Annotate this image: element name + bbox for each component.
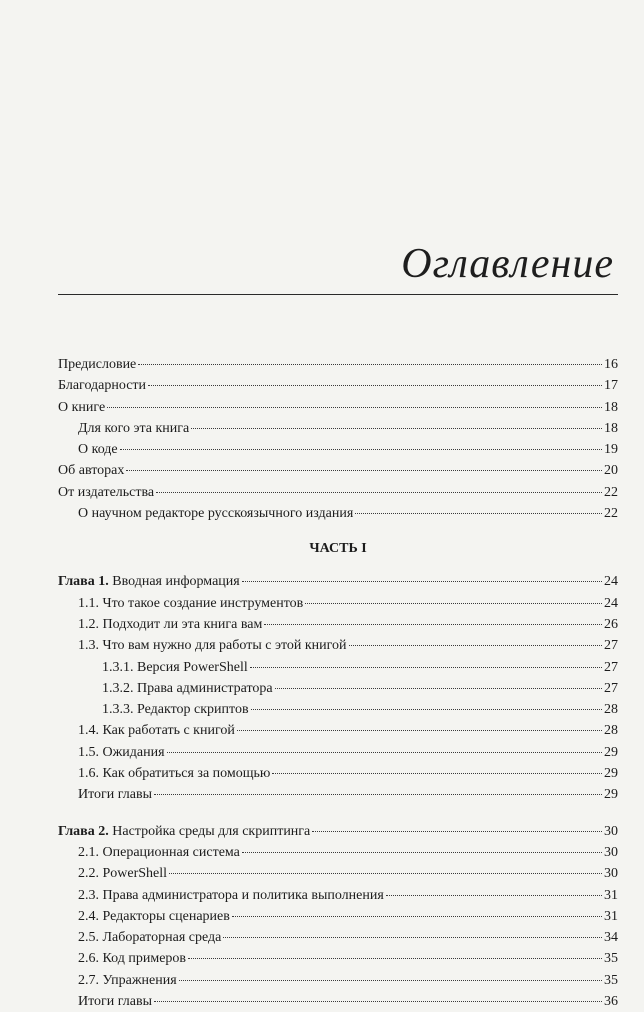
toc-entry-title: Итоги главы (78, 994, 153, 1010)
toc-entry-title: 2.5. Лабораторная среда (78, 930, 222, 946)
page-title: Оглавление (401, 241, 614, 287)
toc-entry[interactable] (58, 418, 618, 439)
toc-entry[interactable] (58, 948, 618, 969)
page-number: 24 (604, 574, 618, 590)
page-number: 22 (604, 506, 618, 522)
page-number: 27 (604, 680, 618, 696)
leader-dots (188, 958, 602, 959)
toc-entry-title: Об авторах (58, 463, 125, 479)
page-number: 26 (604, 616, 618, 632)
chapter-2-section (58, 821, 618, 1012)
page-number: 24 (604, 595, 618, 611)
toc-entry[interactable] (58, 354, 618, 375)
chapter-2-name: Настройка среды для скриптинга (112, 823, 311, 839)
page-number: 20 (604, 463, 618, 479)
toc-entry[interactable] (58, 397, 618, 418)
toc-entry-title: 2.4. Редакторы сценариев (78, 908, 230, 924)
leader-dots (169, 873, 602, 874)
page-number: 28 (604, 702, 618, 718)
toc-entry-title: 1.4. Как работать с книгой (78, 723, 235, 739)
toc-entry-title: Благодарности (58, 378, 147, 394)
chapter-1-entry[interactable] (58, 571, 618, 592)
page-number: 28 (604, 723, 618, 739)
toc-entry-title: 1.6. Как обратиться за помощью (78, 766, 271, 782)
chapter-1-title (58, 571, 240, 592)
toc-entry[interactable] (58, 375, 618, 396)
leader-dots (120, 449, 602, 450)
chapter-1-section (58, 571, 618, 805)
toc-entry-title: Для кого эта книга (78, 420, 190, 436)
leader-dots (264, 624, 602, 625)
toc-entry[interactable] (58, 635, 618, 656)
toc-entry[interactable] (58, 678, 618, 699)
page-number: 31 (604, 887, 618, 903)
toc-entry-title: 1.2. Подходит ли эта книга вам (78, 616, 263, 632)
page-number: 34 (604, 930, 618, 946)
toc-entry-title: О книге (58, 399, 106, 415)
page-number: 27 (604, 659, 618, 675)
page-number: 30 (604, 866, 618, 882)
toc-entry-title: 2.2. PowerShell (78, 866, 168, 882)
leader-dots (223, 937, 602, 938)
leader-dots (154, 1001, 602, 1002)
toc-entry-title: 1.1. Что такое создание инструментов (78, 595, 304, 611)
toc-entry[interactable] (58, 970, 618, 991)
toc-entry-title: О научном редакторе русскоязычного издания (78, 506, 354, 522)
toc-entry-title: Предисловие (58, 357, 137, 372)
leader-dots (126, 470, 602, 471)
toc-entry-title: Итоги главы (78, 787, 153, 803)
leader-dots (242, 581, 602, 582)
page-number: 31 (604, 908, 618, 924)
page-number: 27 (604, 638, 618, 654)
toc-entry[interactable] (58, 439, 618, 460)
toc-entry[interactable] (58, 742, 618, 763)
toc-entry[interactable] (58, 720, 618, 741)
leader-dots (148, 385, 602, 386)
leader-dots (232, 916, 602, 917)
leader-dots (275, 688, 602, 689)
leader-dots (156, 492, 602, 493)
toc-entry[interactable] (58, 593, 618, 614)
leader-dots (312, 831, 602, 832)
toc-entry-title: 2.1. Операционная система (78, 844, 240, 860)
page-number: 18 (604, 420, 618, 436)
page-number: 17 (604, 378, 618, 394)
chapter-2-items (58, 842, 618, 1012)
page-number: 35 (604, 951, 618, 967)
leader-dots (154, 794, 602, 795)
toc-entry[interactable] (58, 927, 618, 948)
chapter-2-entry[interactable] (58, 821, 618, 842)
leader-dots (305, 603, 602, 604)
leader-dots (386, 895, 602, 896)
chapter-1-name: Вводная информация (112, 574, 240, 590)
toc-entry[interactable] (58, 906, 618, 927)
toc-entry[interactable] (58, 482, 618, 503)
leader-dots (138, 364, 602, 365)
page-number: 16 (604, 357, 618, 372)
toc-entry[interactable] (58, 460, 618, 481)
toc-entry-title: 2.6. Код примеров (78, 951, 187, 967)
toc-entry[interactable] (58, 699, 618, 720)
toc-entry[interactable] (58, 842, 618, 863)
page-number: 22 (604, 484, 618, 500)
leader-dots (272, 773, 602, 774)
toc-entry-title: 1.3. Что вам нужно для работы с этой книгой (78, 638, 347, 654)
page-number: 29 (604, 787, 618, 803)
chapter-1-label: Глава 1. (58, 574, 109, 590)
page-number: 29 (604, 744, 618, 760)
toc-entry-title: О коде (78, 442, 118, 458)
leader-dots (191, 428, 602, 429)
toc-entry-title: 1.3.3. Редактор скриптов (102, 702, 249, 718)
page-number: 35 (604, 972, 618, 988)
toc-entry-title: 1.3.1. Версия PowerShell (102, 659, 248, 675)
title-rule (58, 294, 618, 295)
page-number: 19 (604, 442, 618, 458)
page-number: 30 (604, 823, 618, 839)
toc-entry-title: 2.7. Упражнения (78, 972, 177, 988)
toc-entry[interactable] (58, 863, 618, 884)
toc-entry[interactable] (58, 763, 618, 784)
toc-entry-title: От издательства (58, 484, 155, 500)
chapter-2-label: Глава 2. (58, 823, 109, 839)
toc-entry[interactable] (58, 657, 618, 678)
page-number: 29 (604, 766, 618, 782)
page-number: 36 (604, 994, 618, 1010)
toc-entry-title: 2.3. Права администратора и политика выполнения (78, 887, 384, 903)
table-of-contents (58, 354, 618, 1012)
leader-dots (167, 752, 602, 753)
chapter-1-items (58, 593, 618, 806)
leader-dots (355, 513, 602, 514)
leader-dots (237, 730, 602, 731)
page-number: 30 (604, 844, 618, 860)
section-gap (58, 806, 618, 821)
toc-entry-title: 1.3.2. Права администратора (102, 680, 273, 696)
toc-entry[interactable] (58, 991, 618, 1012)
leader-dots (242, 852, 602, 853)
leader-dots (349, 645, 602, 646)
part-heading: ЧАСТЬ I (309, 541, 367, 557)
leader-dots (107, 407, 602, 408)
leader-dots (250, 667, 602, 668)
leader-dots (251, 709, 602, 710)
toc-entry[interactable] (58, 614, 618, 635)
page-number: 18 (604, 399, 618, 415)
toc-entry[interactable] (58, 503, 618, 524)
toc-entry[interactable] (58, 784, 618, 805)
chapter-2-title (58, 821, 310, 842)
toc-entry[interactable] (58, 885, 618, 906)
front-matter-list (58, 354, 618, 524)
leader-dots (179, 980, 602, 981)
toc-entry-title: 1.5. Ожидания (78, 744, 165, 760)
